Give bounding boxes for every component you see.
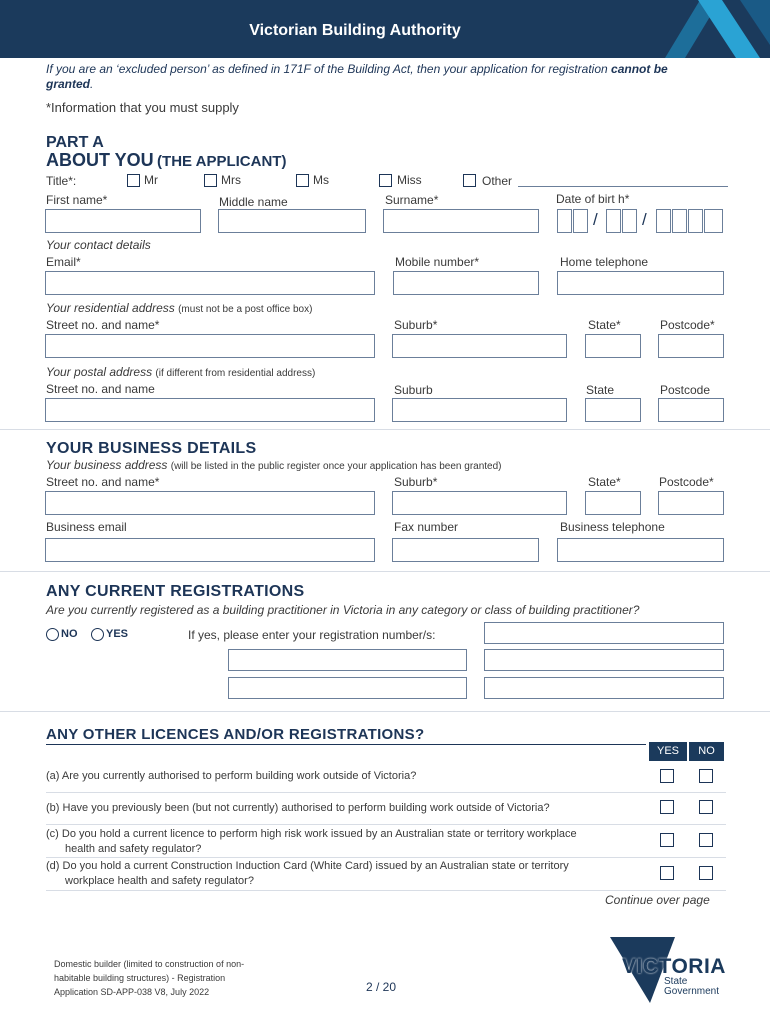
registered-yes-label: YES [106, 628, 129, 640]
licences-section-title: ANY OTHER LICENCES AND/OR REGISTRATIONS? [46, 726, 425, 743]
postal-street-field[interactable] [45, 398, 375, 422]
dob-month-2[interactable] [622, 209, 637, 233]
section-divider [0, 429, 770, 430]
postal-postcode-field[interactable] [658, 398, 724, 422]
question-d-yes-checkbox[interactable] [660, 866, 674, 880]
first-name-label: First name* [46, 193, 108, 207]
registration-number-field-5[interactable] [484, 677, 724, 699]
first-name-field[interactable] [45, 209, 201, 233]
licence-question-a [46, 761, 726, 793]
postal-street-label: Street no. and name [46, 382, 155, 396]
residential-suburb-field[interactable] [392, 334, 567, 358]
dob-day-2[interactable] [573, 209, 588, 233]
footer-form-info: Domestic builder (limited to construction of non- habitable building structures) - Registration Application SD-APP-038 V8, July 2022 [54, 959, 245, 997]
title-miss-checkbox[interactable] [379, 174, 392, 187]
state-government-text: State Government [664, 976, 720, 997]
residential-state-field[interactable] [585, 334, 641, 358]
business-heading: Your business address (will be listed in the public register once your application has been granted) [46, 458, 502, 472]
title-mrs-label: Mrs [221, 173, 241, 187]
home-phone-label: Home telephone [560, 255, 649, 269]
continue-note: Continue over page [605, 893, 710, 907]
residential-state-label: State* [588, 318, 621, 332]
business-suburb-field[interactable] [392, 491, 567, 515]
title-mr-checkbox[interactable] [127, 174, 140, 187]
registration-number-field-3[interactable] [484, 649, 724, 671]
business-street-label: Street no. and name* [46, 475, 160, 489]
mobile-field[interactable] [393, 271, 539, 295]
title-other-input[interactable] [518, 186, 728, 187]
excluded-person-notice: If you are an ‘excluded person’ as defined in 171F of the Building Act, then your application for registration cannot be granted. [46, 62, 668, 91]
postal-state-label: State [586, 383, 615, 397]
postal-suburb-field[interactable] [392, 398, 567, 422]
surname-field[interactable] [383, 209, 539, 233]
business-section-title: YOUR BUSINESS DETAILS [46, 440, 257, 457]
yes-column-header: YES [649, 742, 687, 761]
title-ms-label: Ms [313, 173, 329, 187]
dob-year-1[interactable] [656, 209, 671, 233]
residential-postcode-label: Postcode* [660, 318, 715, 332]
residential-street-label: Street no. and name* [46, 318, 160, 332]
licence-question-b-text: (b) Have you previously been (but not currently) authorised to perform building work outside of Victoria? [46, 802, 550, 814]
header-title: Victorian Building Authority [249, 22, 461, 39]
licence-question-d-text: (d) Do you hold a current Construction Induction Card (White Card) issued by an Australian state or territory workplace health and safety regulator? [46, 860, 569, 887]
email-field[interactable] [45, 271, 375, 295]
email-label: Email* [46, 255, 81, 269]
question-a-no-checkbox[interactable] [699, 769, 713, 783]
dob-year-4[interactable] [704, 209, 723, 233]
part-title: ABOUT YOU (THE APPLICANT) [46, 150, 287, 170]
part-label: PART A [46, 134, 104, 151]
residential-street-field[interactable] [45, 334, 375, 358]
registration-number-field-1[interactable] [484, 622, 724, 644]
licence-question-a-text: (a) Are you currently authorised to perform building work outside of Victoria? [46, 770, 417, 782]
section-divider [0, 711, 770, 712]
registered-yes-radio[interactable] [91, 628, 104, 641]
business-state-label: State* [588, 475, 621, 489]
fax-label: Fax number [394, 520, 459, 534]
business-postcode-field[interactable] [658, 491, 724, 515]
registrations-section-title: ANY CURRENT REGISTRATIONS [46, 583, 305, 600]
fax-field[interactable] [392, 538, 539, 562]
dob-slash: / [642, 210, 647, 229]
dob-month-1[interactable] [606, 209, 621, 233]
licence-question-c-text: (c) Do you hold a current licence to perform high risk work issued by an Australian state or territory workplace health and safety regulator? [46, 828, 577, 855]
question-a-yes-checkbox[interactable] [660, 769, 674, 783]
postal-suburb-label: Suburb [394, 383, 433, 397]
dob-slash: / [593, 210, 598, 229]
licence-question-d [46, 858, 726, 891]
dob-label: Date of birt h* [556, 192, 630, 206]
business-email-field[interactable] [45, 538, 375, 562]
title-mrs-checkbox[interactable] [204, 174, 217, 187]
home-phone-field[interactable] [557, 271, 724, 295]
business-street-field[interactable] [45, 491, 375, 515]
business-email-label: Business email [46, 520, 127, 534]
licences-title-underline [46, 744, 646, 745]
dob-day-1[interactable] [557, 209, 572, 233]
surname-label: Surname* [385, 193, 439, 207]
postal-state-field[interactable] [585, 398, 641, 422]
business-state-field[interactable] [585, 491, 641, 515]
page-number: 2 / 20 [366, 980, 397, 994]
dob-year-2[interactable] [672, 209, 687, 233]
contact-heading: Your contact details [46, 238, 151, 252]
middle-name-field[interactable] [218, 209, 366, 233]
licence-question-b [46, 793, 726, 825]
registered-no-radio[interactable] [46, 628, 59, 641]
mobile-label: Mobile number* [395, 255, 480, 269]
registration-number-field-4[interactable] [228, 677, 467, 699]
postal-postcode-label: Postcode [660, 383, 711, 397]
question-c-no-checkbox[interactable] [699, 833, 713, 847]
business-suburb-label: Suburb* [394, 475, 438, 489]
business-phone-field[interactable] [557, 538, 724, 562]
section-divider [0, 571, 770, 572]
business-phone-label: Business telephone [560, 520, 665, 534]
middle-name-label: Middle name [219, 195, 288, 209]
title-ms-checkbox[interactable] [296, 174, 309, 187]
question-d-no-checkbox[interactable] [699, 866, 713, 880]
title-other-checkbox[interactable] [463, 174, 476, 187]
registered-no-label: NO [61, 628, 78, 640]
residential-suburb-label: Suburb* [394, 318, 438, 332]
postal-heading: Your postal address (if different from residential address) [46, 365, 316, 379]
question-b-no-checkbox[interactable] [699, 800, 713, 814]
licence-question-c [46, 825, 726, 858]
residential-postcode-field[interactable] [658, 334, 724, 358]
business-postcode-label: Postcode* [659, 475, 714, 489]
required-note: *Information that you must supply [46, 100, 239, 115]
registrations-question: Are you currently registered as a building practitioner in Victoria in any category or class of building practitioner? [46, 603, 640, 617]
no-column-header: NO [689, 742, 724, 761]
dob-year-3[interactable] [688, 209, 703, 233]
registration-number-prompt: If yes, please enter your registration number/s: [188, 628, 436, 642]
question-b-yes-checkbox[interactable] [660, 800, 674, 814]
question-c-yes-checkbox[interactable] [660, 833, 674, 847]
title-other-label: Other [482, 174, 513, 188]
residential-heading: Your residential address (must not be a post office box) [46, 301, 313, 315]
registration-number-field-2[interactable] [228, 649, 467, 671]
title-miss-label: Miss [397, 173, 422, 187]
title-mr-label: Mr [144, 173, 158, 187]
title-label: Title*: [46, 174, 77, 188]
victoria-logo-text: VICTORIA [622, 955, 726, 978]
